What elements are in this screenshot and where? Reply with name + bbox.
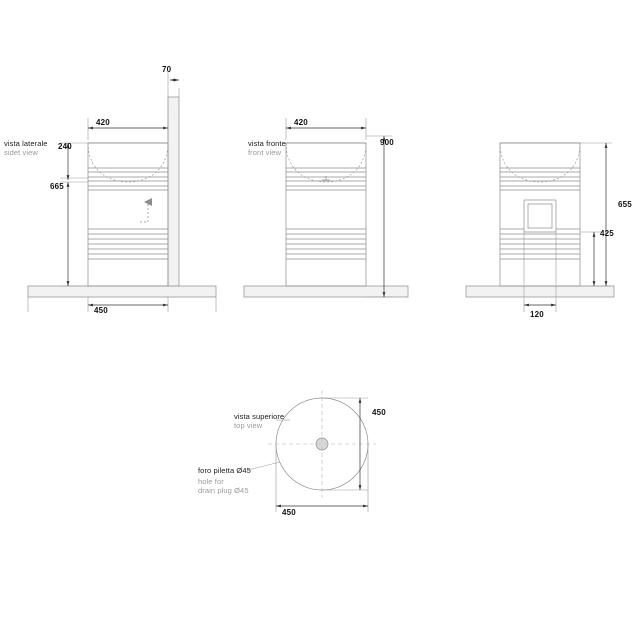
front-view-label-it: vista fronte: [248, 139, 286, 148]
side-dim-top-offset: 70: [162, 65, 172, 74]
top-view-label-it: vista superiore: [234, 412, 285, 421]
front-dim-total-height: 900: [380, 138, 394, 147]
side-dim-basin-width: 420: [96, 118, 110, 127]
back-view-opening: [524, 200, 556, 232]
back-dim-overall-height: 655: [618, 200, 632, 209]
front-view-label-en: front view: [248, 148, 282, 157]
drain-note-it: foro piletta Ø45: [198, 466, 251, 475]
top-view-drain-leader: [248, 462, 280, 470]
side-view-dimension-lines: [28, 72, 216, 312]
drain-note-en-line2: drain plug Ø45: [198, 486, 249, 495]
back-view-floor: [466, 286, 614, 297]
side-dim-base-width: 450: [94, 306, 108, 315]
side-view-wall-panel: [168, 97, 179, 286]
front-view-dimension-arrows: [286, 128, 384, 297]
side-dim-body-height: 665: [50, 182, 64, 191]
side-view-label-it: vista laterale: [4, 139, 48, 148]
top-view-label-en: top view: [234, 421, 263, 430]
back-dim-opening-width: 120: [530, 310, 544, 319]
side-view-dimension-arrows: [68, 80, 179, 305]
front-view-dimension-lines: [286, 118, 392, 297]
side-view-floor: [28, 286, 216, 297]
front-view-body: [286, 143, 366, 286]
top-dim-diameter-vertical: 450: [372, 408, 386, 417]
top-dim-diameter-horizontal: 450: [282, 508, 296, 517]
side-view-body: [88, 143, 168, 286]
back-dim-opening-height: 425: [600, 229, 614, 238]
side-dim-basin-height: 240: [58, 142, 72, 151]
side-view-basin: [88, 143, 168, 182]
drain-note-en-line1: hole for: [198, 477, 224, 486]
front-view-floor: [244, 286, 408, 297]
back-view-basin: [500, 143, 580, 182]
front-dim-basin-width: 420: [294, 118, 308, 127]
side-view-label-en: sidet view: [4, 148, 38, 157]
